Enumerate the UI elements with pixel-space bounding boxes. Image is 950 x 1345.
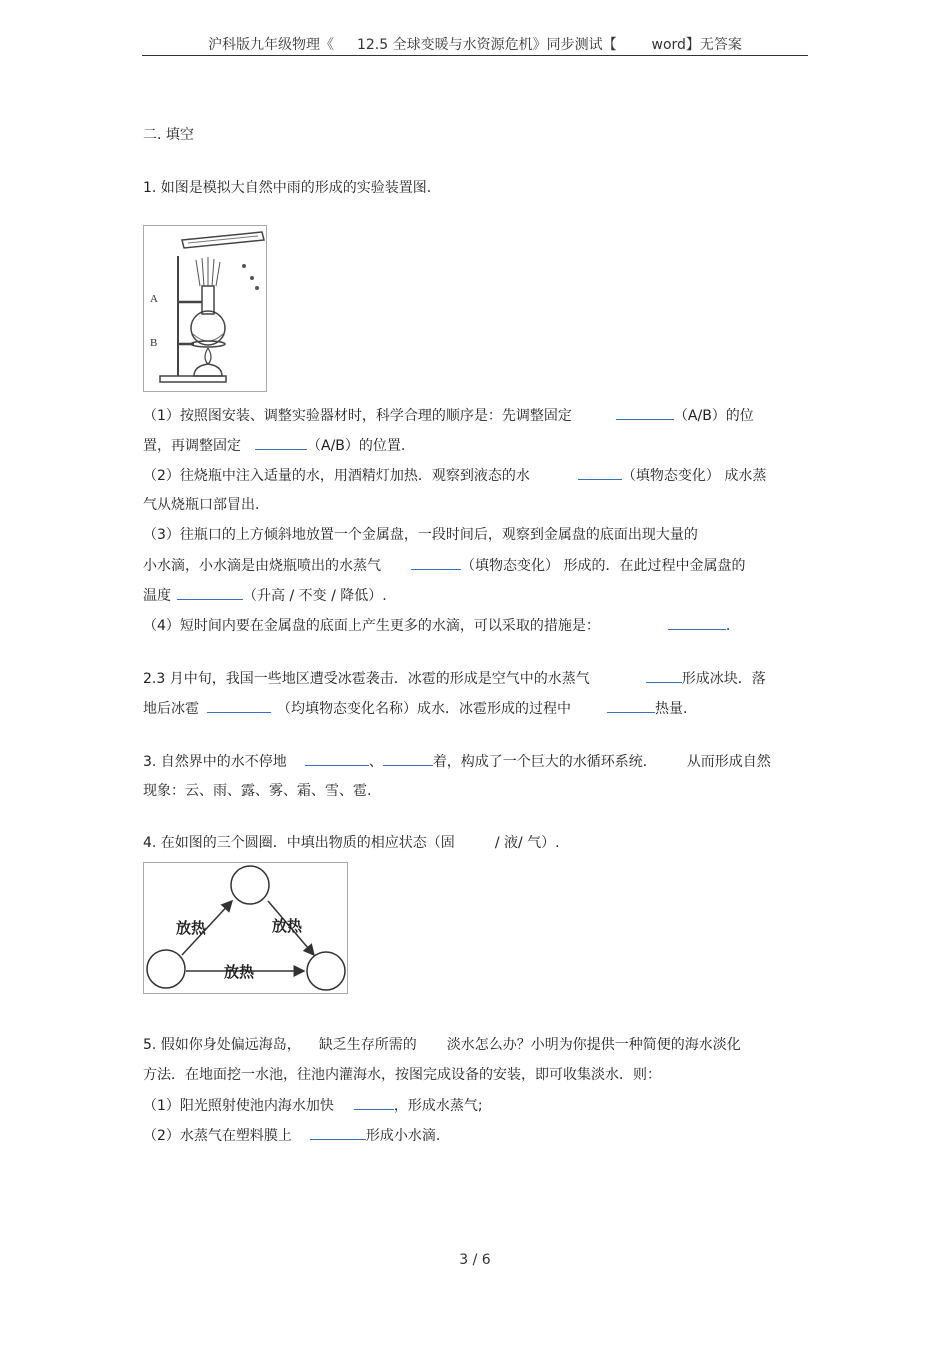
label-b: B	[150, 337, 158, 349]
blank-q1-2[interactable]	[255, 435, 307, 450]
arrow-label-left: 放热	[176, 919, 207, 937]
q4-line1: 4. 在如图的三个圆圈．中填出物质的相应状态（固 / 液/ 气）.	[143, 835, 560, 851]
label-a: A	[150, 293, 158, 305]
q4-state-cycle-figure	[143, 862, 348, 994]
q5-line1: 5. 假如你身处偏远海岛， 缺乏生存所需的 淡水怎么办？小明为你提供一种简便的海水淡化	[143, 1037, 741, 1053]
q5-part1: （1）阳光照射使池内海水加快 ，形成水蒸气;	[143, 1095, 483, 1116]
apparatus-drawing	[144, 226, 266, 391]
q1-apparatus-figure	[143, 225, 267, 392]
section-title: 二. 填空	[143, 127, 194, 143]
q3-line2: 现象：云、雨、露、雾、霜、雪、雹.	[143, 783, 372, 799]
q5-part2: （2）水蒸气在塑料膜上 形成小水滴.	[143, 1125, 440, 1146]
q1-part3-line1: （3）往瓶口的上方倾斜地放置一个金属盘，一段时间后，观察到金属盘的底面出现大量的	[143, 527, 698, 543]
blank-q1-5[interactable]	[177, 585, 243, 600]
state-circle-top[interactable]	[231, 866, 269, 904]
q1-part1-line1: （1）按照图安装、调整实验器材时，科学合理的顺序是：先调整固定 （A/B）的位	[143, 405, 754, 426]
q1-part3-line2: 小水滴，小水滴是由烧瓶喷出的水蒸气 （填物态变化） 形成的．在此过程中金属盘的	[143, 555, 745, 576]
q1-stem: 1. 如图是模拟大自然中雨的形成的实验装置图.	[143, 180, 432, 196]
q5-line2: 方法．在地面挖一水池，往池内灌海水，按图完成设备的安装，即可收集淡水．则：	[143, 1067, 661, 1083]
page-header	[0, 34, 950, 54]
q1-part2-line2: 气从烧瓶口部冒出.	[143, 497, 260, 513]
arrow-label-right: 放热	[272, 917, 303, 935]
arrow-label-bottom: 放热	[224, 963, 255, 981]
header-title-c: word】无答案	[651, 37, 742, 53]
blank-q2-2[interactable]	[207, 698, 271, 713]
blank-q2-1[interactable]	[646, 668, 682, 683]
q1-part3-line3: 温度 （升高 / 不变 / 降低）.	[143, 585, 387, 606]
q1-part4-line1: （4）短时间内要在金属盘的底面上产生更多的水滴，可以采取的措施是： .	[143, 615, 730, 636]
state-cycle-drawing	[144, 863, 347, 993]
state-circle-right[interactable]	[307, 952, 345, 990]
blank-q5-1[interactable]	[354, 1095, 394, 1110]
blank-q1-3[interactable]	[578, 465, 622, 480]
header-title-b: 12.5 全球变暖与水资源危机》同步测试【	[356, 37, 617, 53]
q2-line2: 地后冰雹 （均填物态变化名称）成水．冰雹形成的过程中 热量.	[143, 698, 687, 719]
blank-q3-2[interactable]	[383, 751, 433, 766]
blank-q1-4[interactable]	[411, 555, 461, 570]
q2-line1: 2.3 月中旬，我国一些地区遭受冰雹袭击．冰雹的形成是空气中的水蒸气 形成冰块．落	[143, 668, 766, 689]
blank-q5-2[interactable]	[310, 1125, 366, 1140]
blank-q1-6[interactable]	[668, 615, 726, 630]
page-number: 3 / 6	[459, 1252, 491, 1268]
header-title-a: 沪科版九年级物理《	[208, 37, 335, 53]
state-circle-left[interactable]	[147, 950, 185, 988]
q1-part1-line2: 置，再调整固定 （A/B）的位置.	[143, 435, 405, 456]
header-rule	[142, 55, 808, 56]
blank-q3-1[interactable]	[305, 751, 369, 766]
blank-q2-3[interactable]	[607, 698, 655, 713]
q1-part2-line1: （2）往烧瓶中注入适量的水，用酒精灯加热．观察到液态的水 （填物态变化） 成水蒸	[143, 465, 766, 486]
q3-line1: 3. 自然界中的水不停地 、 着，构成了一个巨大的水循环系统． 从而形成自然	[143, 751, 771, 772]
blank-q1-1[interactable]	[616, 405, 674, 420]
